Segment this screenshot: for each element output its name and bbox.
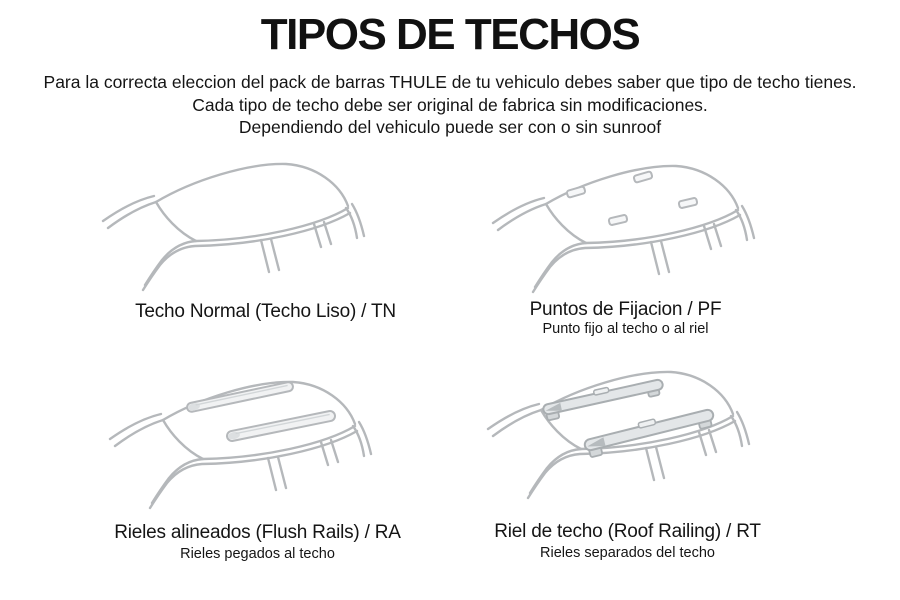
fixpoint-roof-illustration	[488, 150, 818, 305]
roof-type-label-ra: Rieles alineados (Flush Rails) / RA	[114, 522, 401, 543]
page-title: TIPOS DE TECHOS	[260, 10, 640, 59]
normal-roof-illustration	[98, 148, 428, 303]
intro-line-3: Dependiendo del vehiculo puede ser con o sin sunroof	[238, 117, 662, 137]
roof-type-sublabel-rt: Rieles separados del techo	[540, 545, 715, 561]
roof-type-label-rt: Riel de techo (Roof Railing) / RT	[494, 521, 761, 542]
intro-line-2: Cada tipo de techo debe ser original de fabrica sin modificaciones.	[192, 94, 708, 115]
intro-line-1: Para la correcta eleccion del pack de barras THULE de tu vehiculo debes saber que tipo de techo tienes.	[43, 72, 857, 92]
intro-text	[0, 71, 900, 139]
roof-type-sublabel-pf: Punto fijo al techo o al riel	[542, 321, 709, 337]
roof-type-label-pf: Puntos de Fijacion / PF	[529, 299, 722, 320]
roof-type-label-tn: Techo Normal (Techo Liso) / TN	[135, 301, 396, 322]
roof-type-sublabel-ra: Rieles pegados al techo	[180, 546, 335, 562]
flush-rail-roof-illustration	[105, 366, 435, 521]
roof-railing-illustration	[483, 356, 813, 516]
